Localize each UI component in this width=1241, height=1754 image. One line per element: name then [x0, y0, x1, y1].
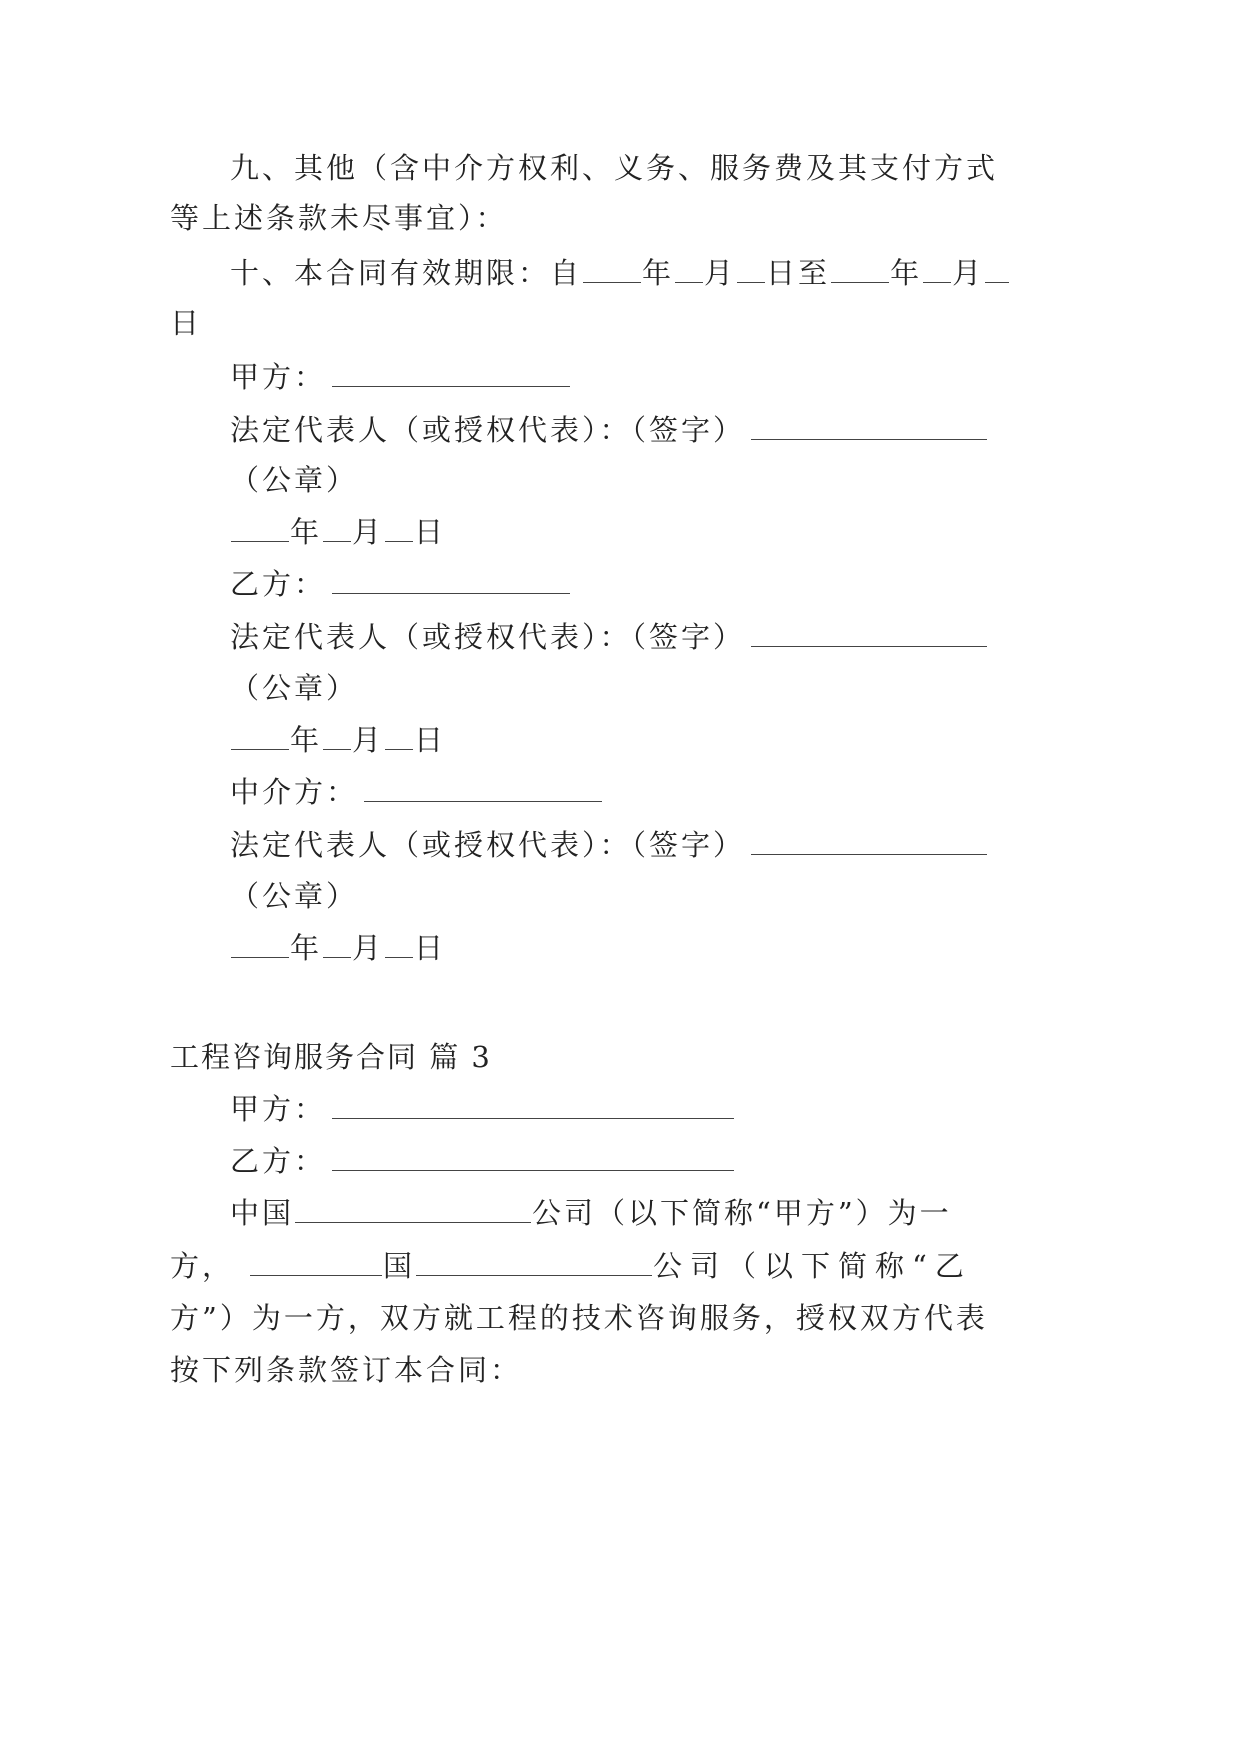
blank-start-year: [583, 256, 641, 283]
party-a-date-month: 月: [352, 515, 385, 549]
agent-seal: （公章）: [230, 879, 359, 913]
agent-date-year-blank: [231, 931, 289, 958]
party-b-date-month: 月: [352, 723, 385, 757]
section-3-party-b-line: [230, 1141, 735, 1181]
section-3-para-line-4: 按下列条款签订本合同：: [170, 1353, 523, 1387]
party-a-line: [230, 357, 571, 397]
party-b-label: 乙方：: [230, 567, 327, 601]
blank-end-month: [923, 256, 951, 283]
party-a-date-year-blank: [231, 515, 289, 542]
section-3-p2-c: 公司（以下简称“乙: [653, 1249, 972, 1283]
clause-9-line-1: 九、其他（含中介方权利、义务、服务费及其支付方式: [230, 151, 999, 185]
party-a-blank: [332, 360, 570, 387]
agent-date-month-blank: [323, 931, 351, 958]
agent-blank: [364, 775, 602, 802]
clause-10-month-2: 月: [952, 256, 985, 290]
section-3-party-a-blank: [332, 1092, 734, 1119]
blank-start-month: [675, 256, 703, 283]
party-b-line: [230, 564, 571, 604]
section-3-para-line-1: [230, 1193, 952, 1233]
section-3-p1-b: 公司（以下简称“甲方”）为一: [532, 1196, 952, 1230]
section-3-p1-a: 中国: [230, 1196, 295, 1230]
agent-date-year: 年: [290, 931, 323, 965]
section-3-party-b-blank: [332, 1144, 734, 1171]
party-b-date-line: [230, 720, 446, 760]
party-b-seal: （公章）: [230, 671, 359, 705]
party-b-date-year-blank: [231, 723, 289, 750]
agent-label: 中介方：: [230, 775, 359, 809]
party-b-date-year: 年: [290, 723, 323, 757]
party-a-date-day-blank: [385, 515, 413, 542]
party-b-date-month-blank: [323, 723, 351, 750]
section-3-party-a-line: [230, 1089, 735, 1129]
party-b-date-day-blank: [385, 723, 413, 750]
blank-end-day: [985, 256, 1009, 283]
party-a-date-day: 日: [414, 515, 447, 549]
agent-signature-blank: [751, 828, 987, 855]
agent-date-line: [230, 928, 446, 968]
section-3-para-line-2: [170, 1246, 972, 1286]
party-a-label: 甲方：: [230, 360, 327, 394]
party-a-rep-line: [230, 410, 988, 450]
party-b-blank: [332, 567, 570, 594]
party-a-date-year: 年: [290, 515, 323, 549]
section-3-company-b-blank: [416, 1249, 652, 1276]
clause-10-line-1: [230, 253, 1010, 293]
party-a-seal: （公章）: [230, 463, 359, 497]
section-3-party-a-label: 甲方：: [230, 1092, 327, 1126]
section-3-para-line-3: 方”）为一方，双方就工程的技术咨询服务，授权双方代表: [170, 1301, 988, 1335]
clause-10-year: 年: [642, 256, 675, 290]
party-b-date-day: 日: [414, 723, 447, 757]
clause-10-year-2: 年: [890, 256, 923, 290]
agent-date-day-blank: [385, 931, 413, 958]
party-b-signature-blank: [751, 620, 987, 647]
agent-line: [230, 772, 603, 812]
party-a-date-month-blank: [323, 515, 351, 542]
agent-rep-label: 法定代表人（或授权代表）：（签字）: [230, 828, 746, 862]
party-a-rep-label: 法定代表人（或授权代表）：（签字）: [230, 413, 746, 447]
section-3-title: 工程咨询服务合同 篇 3: [170, 1040, 492, 1074]
clause-9-line-2: 等上述条款未尽事宜）：: [170, 201, 508, 235]
agent-date-month: 月: [352, 931, 385, 965]
clause-10-day-to: 日至: [766, 256, 831, 290]
party-b-rep-label: 法定代表人（或授权代表）：（签字）: [230, 620, 746, 654]
section-3-company-a-blank: [295, 1196, 531, 1223]
party-a-date-line: [230, 512, 446, 552]
clause-10-line-2: 日: [170, 306, 203, 340]
clause-10-month: 月: [704, 256, 737, 290]
blank-start-day: [737, 256, 765, 283]
blank-end-year: [831, 256, 889, 283]
agent-date-day: 日: [414, 931, 447, 965]
section-3-p2-b: 国: [383, 1249, 416, 1283]
section-3-country-blank: [250, 1249, 382, 1276]
clause-10-prefix: 十、本合同有效期限：自: [230, 256, 583, 290]
section-3-party-b-label: 乙方：: [230, 1144, 327, 1178]
party-a-signature-blank: [751, 413, 987, 440]
agent-rep-line: [230, 825, 988, 865]
section-3-p2-a: 方，: [170, 1249, 235, 1283]
party-b-rep-line: [230, 617, 988, 657]
